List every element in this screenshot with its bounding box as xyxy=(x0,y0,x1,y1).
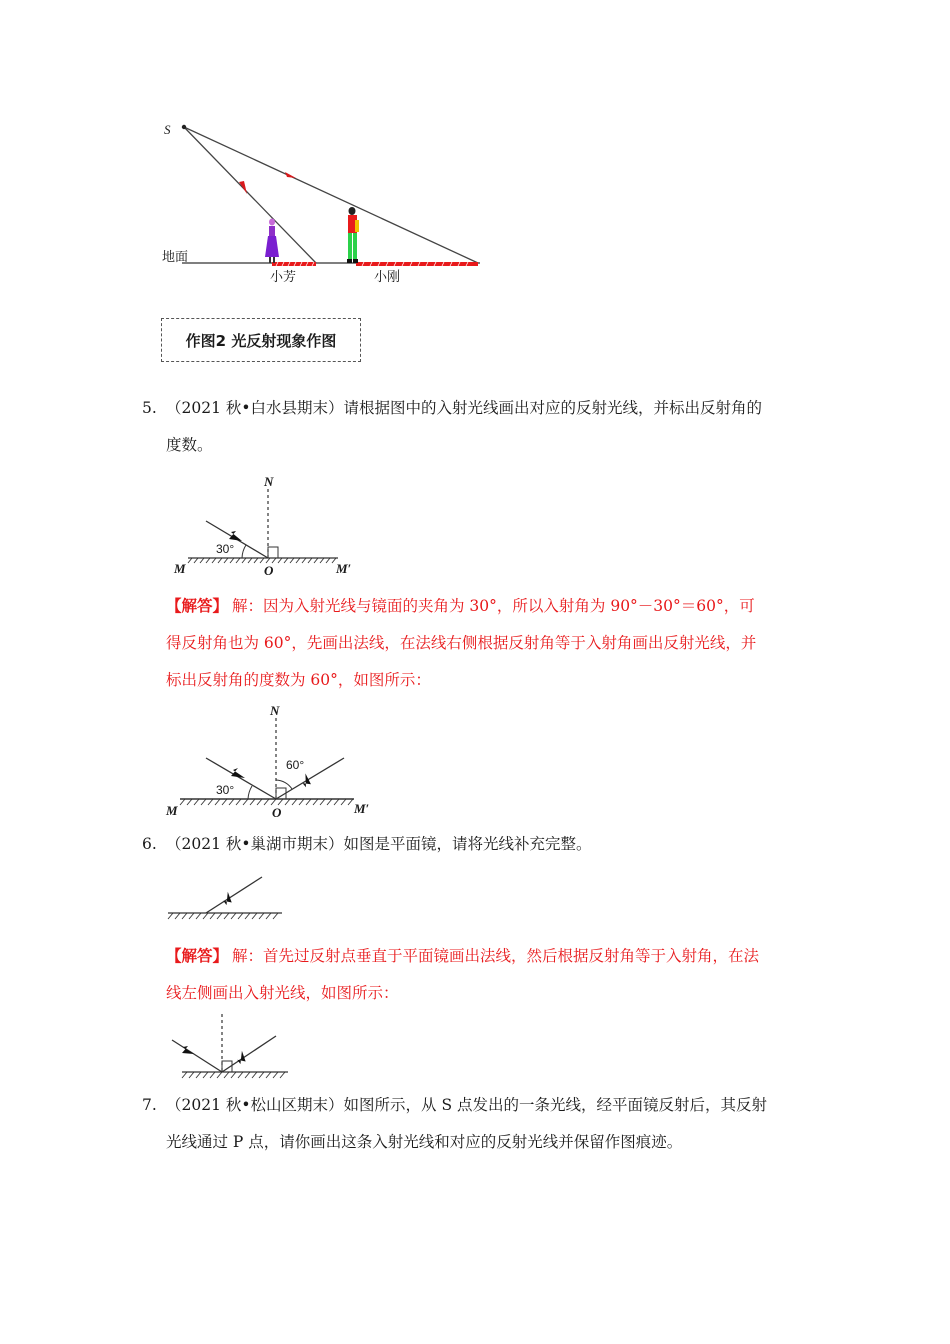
q5-answer-line2: 得反射角也为 60°，先画出法线，在法线右侧根据反射角等于入射角画出反射光线，并 xyxy=(166,634,757,652)
q5-label-m: M xyxy=(174,561,186,576)
q5-answer-label-n: N xyxy=(270,703,280,718)
person-right-label: 小刚 xyxy=(374,269,401,284)
q7-text-line2: 光线通过 P 点，请你画出这条入射光线和对应的反射光线并保留作图痕迹。 xyxy=(166,1133,683,1151)
q5-label-angle: 30° xyxy=(216,542,235,556)
q6-answer-line2: 线左侧画出入射光线，如图所示： xyxy=(166,984,399,1002)
q5-answer-line1: 解：因为入射光线与镜面的夹角为 30°，所以入射角为 90°－30°＝60°，可 xyxy=(232,597,755,615)
q5-number: 5. xyxy=(142,399,157,417)
q5-label-o: O xyxy=(264,563,274,578)
person-left-label: 小芳 xyxy=(270,269,297,284)
q7-number: 7. xyxy=(142,1096,157,1114)
q6-answer-tag: 【解答】 xyxy=(166,946,229,965)
q6-number: 6. xyxy=(142,835,157,853)
q5-answer-label-angle-out: 60° xyxy=(286,758,305,772)
q5-text-line2: 度数。 xyxy=(166,436,213,454)
q5-answer-tag: 【解答】 xyxy=(166,596,229,615)
q5-text-line1: （2021 秋•白水县期末）请根据图中的入射光线画出对应的反射光线，并标出反射角的 xyxy=(166,399,763,417)
section-heading-box: 作图2 光反射现象作图 xyxy=(161,318,361,362)
q5-answer-line3: 标出反射角的度数为 60°，如图所示： xyxy=(166,671,431,689)
q6-answer-line1: 解：首先过反射点垂直于平面镜画出法线，然后根据反射角等于入射角，在法 xyxy=(232,947,760,965)
q5-answer-label-angle-in: 30° xyxy=(216,783,235,797)
q6-text-line1: （2021 秋•巢湖市期末）如图是平面镜，请将光线补充完整。 xyxy=(166,835,592,853)
q5-label-m2: M′ xyxy=(336,561,352,576)
q5-label-n: N xyxy=(264,474,274,489)
point-s-label: S xyxy=(164,122,171,137)
q5-answer-label-o: O xyxy=(272,805,282,820)
q5-answer-label-m2: M′ xyxy=(354,801,370,816)
q7-text-line1: （2021 秋•松山区期末）如图所示，从 S 点发出的一条光线，经平面镜反射后，其反射 xyxy=(166,1096,767,1114)
q5-answer-label-m: M xyxy=(166,803,178,818)
ground-label: 地面 xyxy=(162,249,189,264)
